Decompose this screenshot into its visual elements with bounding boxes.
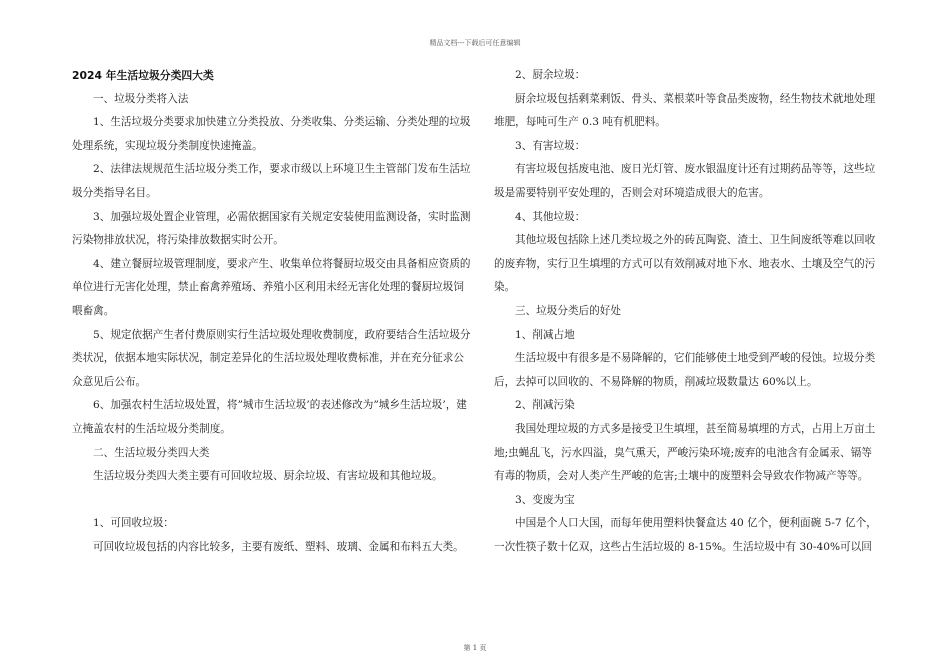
page-header: 精品文档---下载后可任意编辑 bbox=[429, 39, 521, 47]
paragraph: 1、生活垃圾分类要求加快建立分类投放、分类收集、分类运输、分类处理的垃圾处理系统，实现垃圾分类制度快速掩盖。 bbox=[72, 116, 471, 152]
blank-line bbox=[72, 489, 472, 513]
section-heading-2: 二、生活垃圾分类四大类 bbox=[93, 446, 210, 459]
subheading: 3、有害垃圾： bbox=[515, 139, 586, 152]
paragraph: 3、加强垃圾处置企业管理，必需依据国家有关规定安装使用监测设备，实时监测污染物排放状况，将污染排放数据实时公开。 bbox=[72, 210, 471, 247]
section-heading-3: 三、垃圾分类后的好处 bbox=[515, 304, 621, 317]
subheading: 4、其他垃圾： bbox=[515, 210, 586, 223]
paragraph: 厨余垃圾包括剩菜剩饭、骨头、菜根菜叶等食品类废物，经生物技术就地处理堆肥，每吨可生产 0.3 吨有机肥料。 bbox=[494, 92, 876, 129]
page-footer: 第 1 页 bbox=[463, 644, 487, 652]
paragraph: 生活垃圾分类四大类主要有可回收垃圾、厨余垃圾、有害垃圾和其他垃圾。 bbox=[93, 470, 443, 483]
paragraph: 中国是个人口大国，而每年使用塑料快餐盒达 40 亿个，便利面碗 5-7 亿个，一次性筷子数十亿双，这些占生活垃圾的 8-15%。生活垃圾中有 30-40%可以回 bbox=[494, 517, 877, 553]
subheading: 1、可回收垃圾： bbox=[93, 517, 174, 530]
right-column bbox=[494, 64, 878, 559]
paragraph: 有害垃圾包括废电池、废日光灯管、废水银温度计还有过期药品等等，这些垃圾是需要特别平安处理的，否则会对环境造成很大的危害。 bbox=[494, 163, 876, 199]
subheading: 1、削减占地 bbox=[515, 328, 575, 341]
left-column bbox=[72, 64, 472, 559]
subheading: 2、厨余垃圾： bbox=[515, 69, 586, 81]
paragraph: 我国处理垃圾的方式多是接受卫生填埋，甚至简易填埋的方式，占用上万亩土地;虫蝇乱飞，污水四溢，臭气熏天，严峻污染环境;废弃的电池含有金属汞、镉等有毒的物质，会对人类产生严峻的危害;土壤中的废塑料会导致农作物减产等等。 bbox=[494, 422, 876, 483]
subheading: 3、变废为宝 bbox=[515, 493, 575, 506]
paragraph: 其他垃圾包括除上述几类垃圾之外的砖瓦陶瓷、渣土、卫生间废纸等难以回收的废弃物，实行卫生填埋的方式可以有效削减对地下水、地表水、土壤及空气的污染。 bbox=[494, 234, 876, 294]
paragraph: 2、法律法规规范生活垃圾分类工作，要求市级以上环境卫生主管部门发布生活垃圾分类指导名目。 bbox=[72, 163, 471, 199]
document-title: 2024 年生活垃圾分类四大类 bbox=[72, 69, 214, 82]
paragraph: 5、规定依据产生者付费原则实行生活垃圾处理收费制度，政府要结合生活垃圾分类状况，依据本地实际状况，制定差异化的生活垃圾处理收费标准，并在充分征求公众意见后公布。 bbox=[72, 328, 471, 388]
paragraph: 4、建立餐厨垃圾管理制度，要求产生、收集单位将餐厨垃圾交由具备相应资质的单位进行无害化处理，禁止畜禽养殖场、养殖小区利用未经无害化处理的餐厨垃圾饲喂畜禽。 bbox=[72, 257, 471, 317]
subheading: 2、削减污染 bbox=[515, 399, 575, 412]
paragraph: 生活垃圾中有很多是不易降解的，它们能够使土地受到严峻的侵蚀。垃圾分类后，去掉可以回收的、不易降解的物质，削减垃圾数量达 60%以上。 bbox=[494, 352, 876, 388]
section-heading-1: 一、垃圾分类将入法 bbox=[93, 92, 189, 105]
paragraph: 可回收垃圾包括的内容比较多，主要有废纸、塑料、玻璃、金属和布料五大类。 bbox=[93, 540, 464, 553]
paragraph: 6、加强农村生活垃圾处置，将”城市生活垃圾’的表述修改为”城乡生活垃圾’，建立掩盖农村的生活垃圾分类制度。 bbox=[72, 399, 467, 435]
